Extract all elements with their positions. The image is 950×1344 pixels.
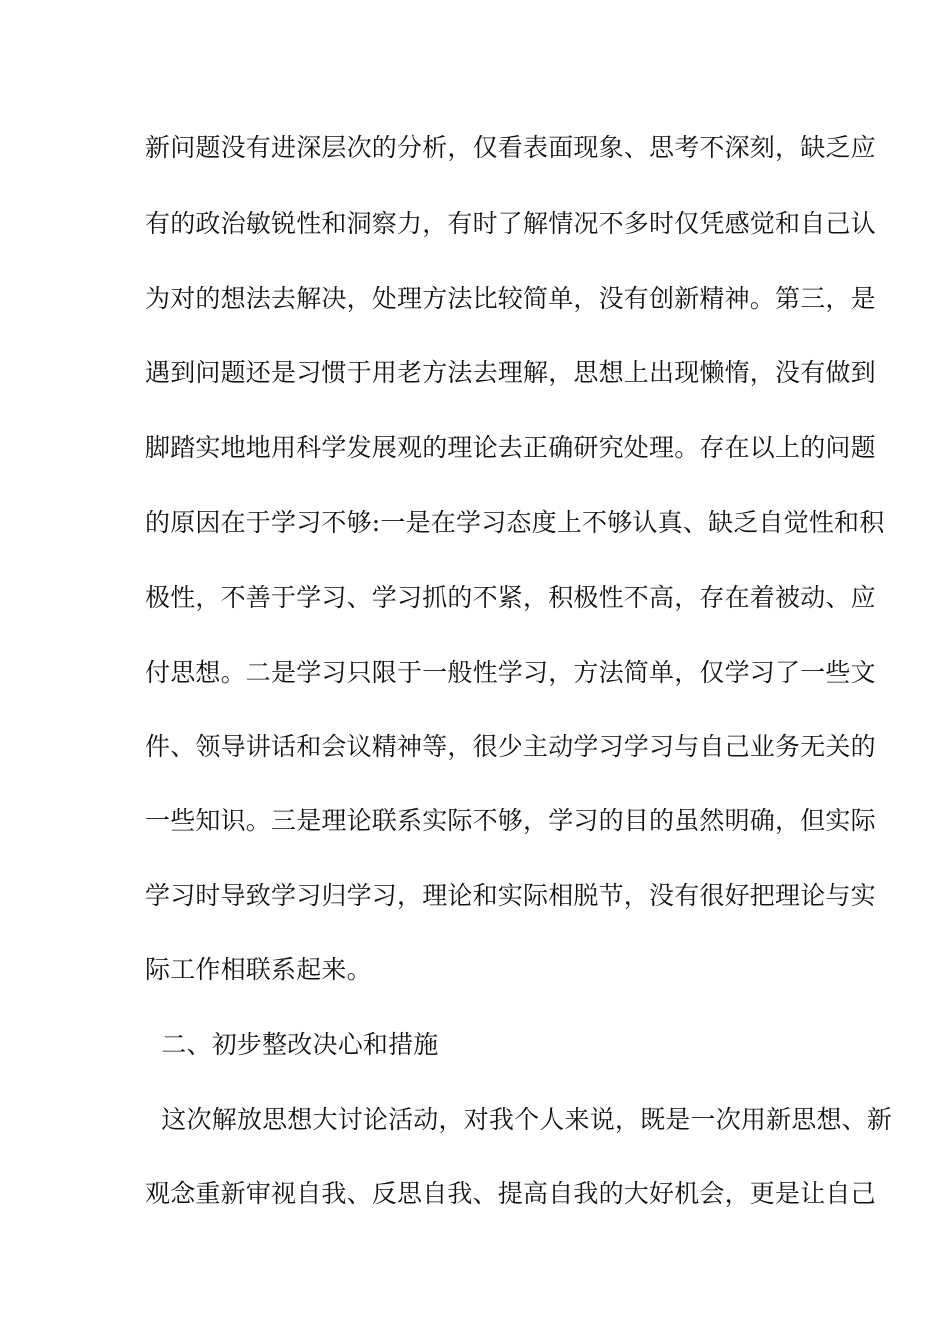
text-line: 付思想。二是学习只限于一般性学习，方法简单，仅学习了一些文	[145, 658, 876, 687]
section-heading: 二、初步整改决心和措施	[145, 1030, 439, 1059]
text-line: 为对的想法去解决，处理方法比较简单，没有创新精神。第三，是	[145, 284, 876, 313]
text-line: 遇到问题还是习惯于用老方法去理解，思想上出现懒惰，没有做到	[145, 358, 876, 387]
text-line: 观念重新审视自我、反思自我、提高自我的大好机会，更是让自己	[145, 1179, 876, 1208]
text-line: 极性，不善于学习、学习抓的不紧，积极性不高，存在着被动、应	[145, 583, 876, 612]
text-line: 际工作相联系起来。	[145, 955, 372, 984]
text-line: 件、领导讲话和会议精神等，很少主动学习学习与自己业务无关的	[145, 732, 876, 761]
text-line: 脚踏实地地用科学发展观的理论去正确研究处理。存在以上的问题	[145, 433, 876, 462]
text-line: 学习时导致学习归学习，理论和实际相脱节，没有很好把理论与实	[145, 881, 876, 910]
text-line: 的原因在于学习不够:一是在学习态度上不够认真、缺乏自觉性和积	[145, 508, 885, 537]
text-line: 这次解放思想大讨论活动，对我个人来说，既是一次用新思想、新	[145, 1105, 893, 1134]
text-line: 一些知识。三是理论联系实际不够，学习的目的虽然明确，但实际	[145, 806, 876, 835]
text-line: 新问题没有进深层次的分析，仅看表面现象、思考不深刻，缺乏应	[145, 133, 876, 162]
text-line: 有的政治敏锐性和洞察力，有时了解情况不多时仅凭感觉和自己认	[145, 209, 876, 238]
